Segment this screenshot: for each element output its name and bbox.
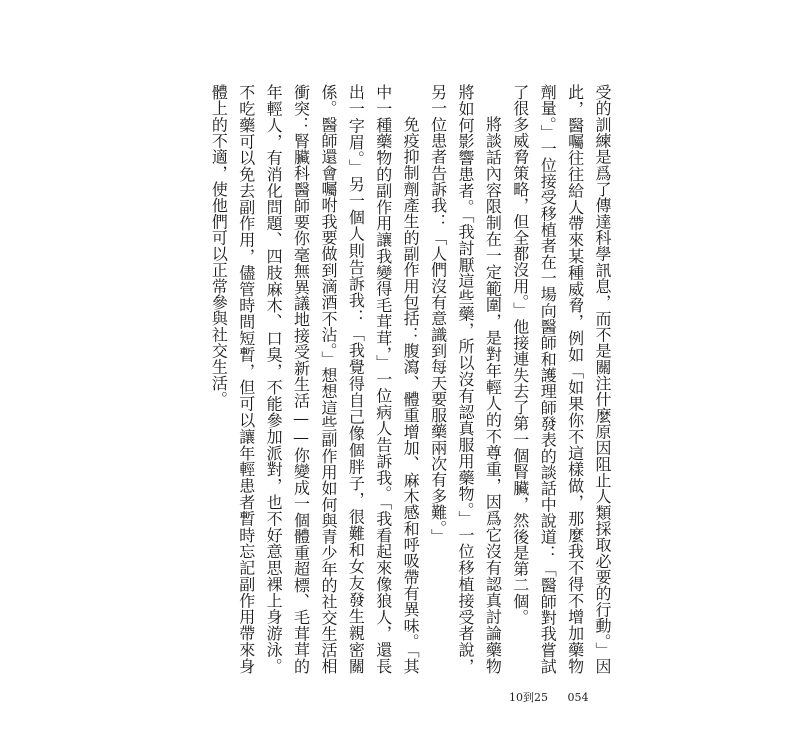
paragraph-3: 免疫抑制劑產生的副作用包括：腹瀉、體重增加、麻木感和呼吸帶有異味。「其中一種藥物的副作用讓我變得毛茸茸，」一位病人告訴我。「我看起來像狼人，還長出一字眉。」另一個人則告訴我：「我覺得自己像個胖子，很難和女友發生親密關係。醫師還會囑咐我要做到滴酒不沾。」想想這些副作用如何與青少年的社交生活相衝突：腎臟科醫師要你毫無異議地接受新生活——你變成一個體重超標、毛茸茸的年輕人，有消化問題、四肢麻木、口臭，不能參加派對，也不好意思裸上身游泳。不吃藥可以免去副作用，儘管時間短暫，但可以讓年輕患者暫時忘記副作用帶來身體上的不適，使他們可以正常參與社交生活。: [209, 84, 421, 674]
body-text: [205, 84, 616, 674]
page-footer: [509, 690, 589, 706]
paragraph-1: 受的訓練是爲了傳達科學訊息，而不是關注什麼原因阻止人類採取必要的行動。」因此，醫囑往往給人帶來某種威脅，例如「如果你不這樣做，那麼我不得不增加藥物劑量。」一位接受移植者在一場向醫師和護理師發表的談話中說道：「醫師對我嘗試了很多威脅策略，但全都沒用。」他接連失去了第一個腎臟，然後是第二個。: [510, 84, 612, 674]
page-number: 054: [567, 691, 589, 704]
paragraph-2: 將談話內容限制在一定範圍，是對年輕人的不尊重，因爲它沒有認真討論藥物將如何影響患者。「我討厭這些藥，所以沒有認真服用藥物。」一位移植接受者說，另一位患者告訴我：「人們沒有意識到每天要服藥兩次有多難。」: [428, 84, 503, 674]
running-title: 10到25: [509, 691, 548, 704]
